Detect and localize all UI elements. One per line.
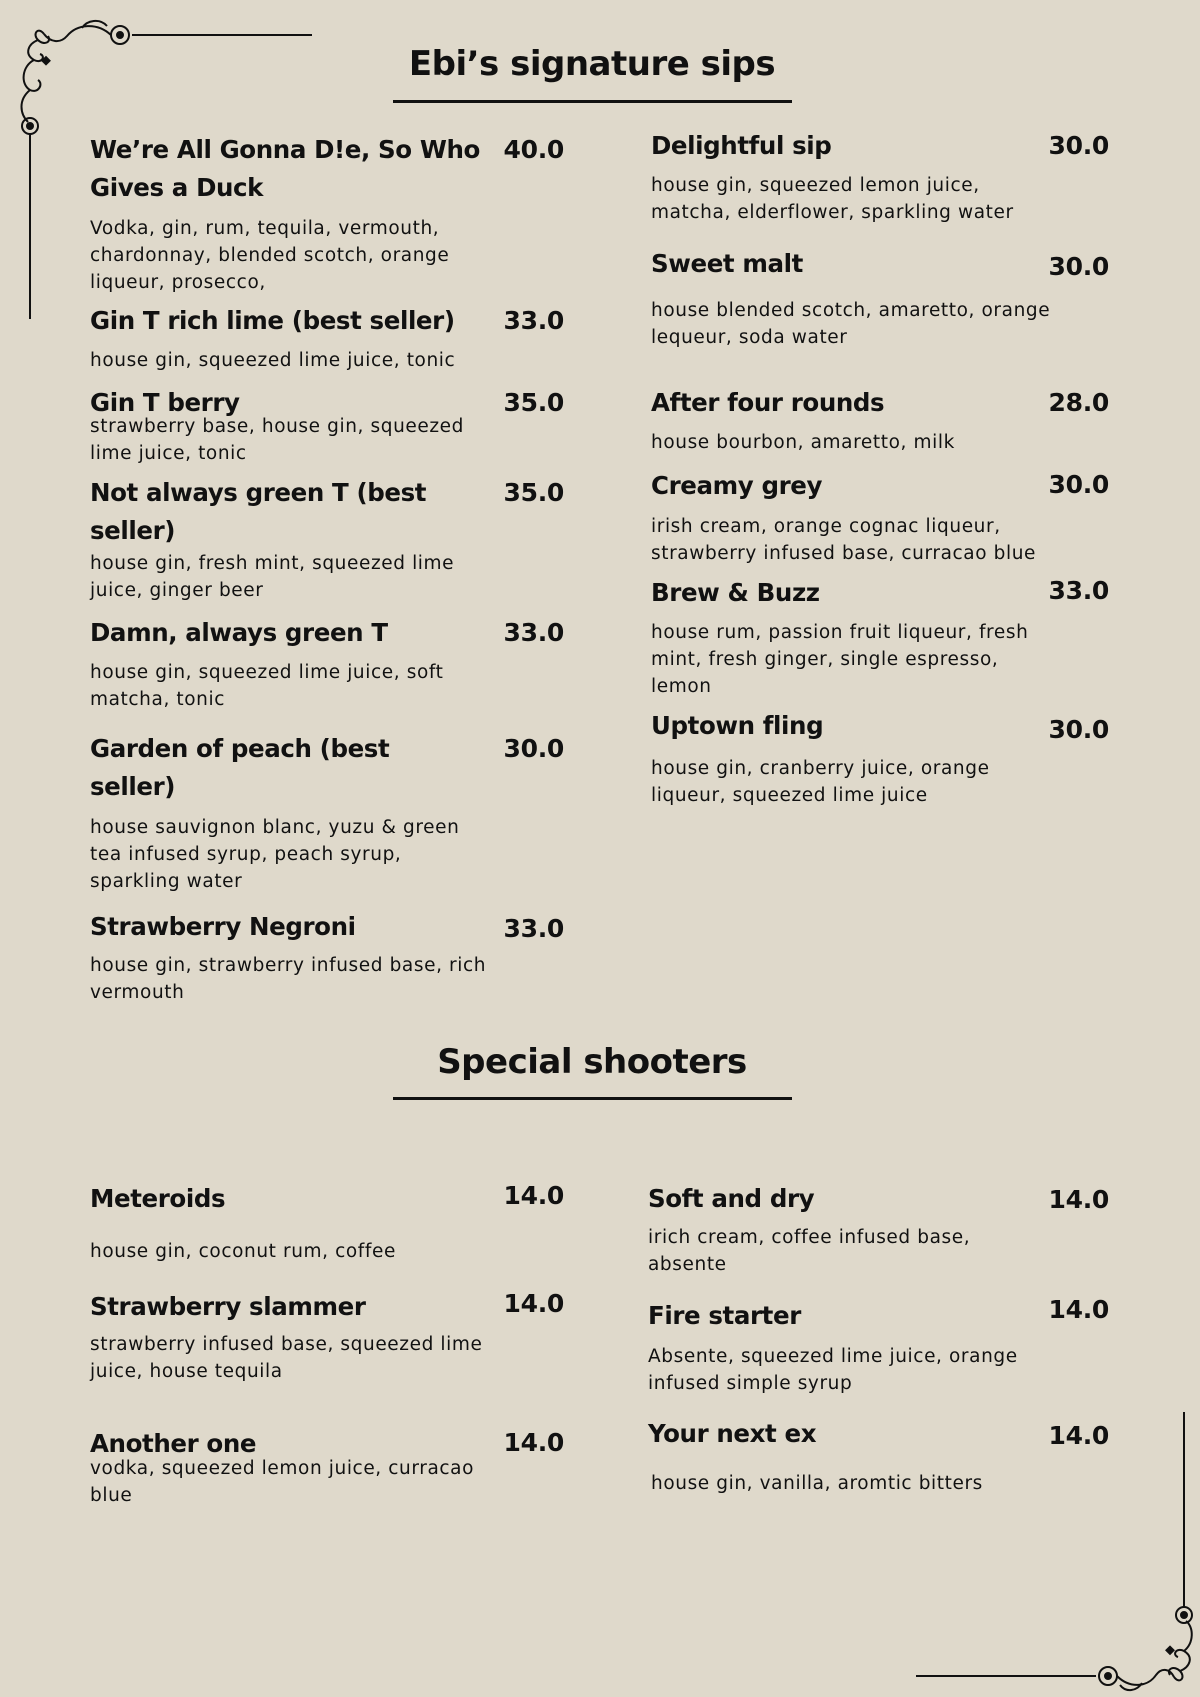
section-underline: [393, 1097, 792, 1100]
item-price: 14.0: [503, 1428, 564, 1457]
item-description: strawberry infused base, squeezed lime juice, house tequila: [90, 1334, 483, 1382]
item-name: Brew & Buzz: [651, 578, 820, 607]
item-name: Garden of peach (best seller): [90, 734, 390, 801]
item-price: 35.0: [503, 388, 564, 417]
item-name: Delightful sip: [651, 131, 832, 160]
item-price: 14.0: [1048, 1421, 1109, 1450]
item-description: house gin, coconut rum, coffee: [90, 1241, 396, 1262]
item-description: house bourbon, amaretto, milk: [651, 432, 955, 453]
item-name: Strawberry slammer: [90, 1292, 366, 1321]
item-price: 30.0: [1048, 470, 1109, 499]
item-description: house gin, cranberry juice, orange liqueur, squeezed lime juice: [651, 758, 990, 806]
item-name: Gin T berry: [90, 388, 240, 417]
section-title-shooters: Special shooters: [437, 1042, 747, 1082]
item-description: Absente, squeezed lime juice, orange infused simple syrup: [648, 1346, 1018, 1394]
item-description: irish cream, orange cognac liqueur, strawberry infused base, curracao blue: [651, 516, 1037, 564]
item-price: 40.0: [503, 135, 564, 164]
item-name: Sweet malt: [651, 249, 803, 278]
item-description: vodka, squeezed lemon juice, curracao blue: [90, 1458, 475, 1506]
item-name: We’re All Gonna D!e, So Who Gives a Duck: [90, 135, 480, 202]
item-price: 14.0: [503, 1289, 564, 1318]
item-description: irich cream, coffee infused base, absente: [648, 1227, 971, 1275]
item-description: house gin, squeezed lemon juice, matcha, elderflower, sparkling water: [651, 175, 1014, 223]
item-description: house gin, squeezed lime juice, tonic: [90, 350, 456, 371]
item-description: house gin, strawberry infused base, rich vermouth: [90, 955, 487, 1003]
item-name: Another one: [90, 1429, 257, 1458]
item-price: 33.0: [503, 306, 564, 335]
item-name: Meteroids: [90, 1184, 226, 1213]
item-name: Uptown fling: [651, 711, 824, 740]
item-name: Fire starter: [648, 1301, 801, 1330]
item-price: 14.0: [1048, 1295, 1109, 1324]
item-price: 33.0: [503, 914, 564, 943]
item-name: Not always green T (best seller): [90, 478, 427, 545]
item-name: Your next ex: [648, 1419, 817, 1448]
item-description: Vodka, gin, rum, tequila, vermouth, chardonnay, blended scotch, orange liqueur, prosecco,: [90, 218, 450, 293]
item-price: 30.0: [1048, 131, 1109, 160]
section-underline: [393, 100, 792, 103]
item-price: 35.0: [503, 478, 564, 507]
item-description: house rum, passion fruit liqueur, fresh mint, fresh ginger, single espresso, lemon: [651, 622, 1029, 697]
item-description: house gin, fresh mint, squeezed lime juice, ginger beer: [90, 553, 455, 601]
item-name: Creamy grey: [651, 471, 823, 500]
item-name: Damn, always green T: [90, 618, 388, 647]
section-title-signature: Ebi’s signature sips: [408, 44, 776, 84]
item-name: After four rounds: [651, 388, 885, 417]
item-description: house gin, squeezed lime juice, soft matcha, tonic: [90, 662, 444, 710]
item-name: Strawberry Negroni: [90, 912, 356, 941]
item-description: house sauvignon blanc, yuzu & green tea infused syrup, peach syrup, sparkling water: [90, 817, 460, 892]
item-name: Soft and dry: [648, 1184, 815, 1213]
item-price: 30.0: [1048, 715, 1109, 744]
item-price: 28.0: [1048, 388, 1109, 417]
item-price: 33.0: [1048, 576, 1109, 605]
item-name: Gin T rich lime (best seller): [90, 306, 455, 335]
item-price: 30.0: [503, 734, 564, 763]
item-price: 33.0: [503, 618, 564, 647]
item-price: 14.0: [1048, 1185, 1109, 1214]
item-description: strawberry base, house gin, squeezed lime juice, tonic: [90, 416, 465, 464]
item-description: house gin, vanilla, aromtic bitters: [651, 1473, 983, 1494]
item-price: 14.0: [503, 1181, 564, 1210]
item-description: house blended scotch, amaretto, orange lequeur, soda water: [651, 300, 1051, 348]
item-price: 30.0: [1048, 252, 1109, 281]
